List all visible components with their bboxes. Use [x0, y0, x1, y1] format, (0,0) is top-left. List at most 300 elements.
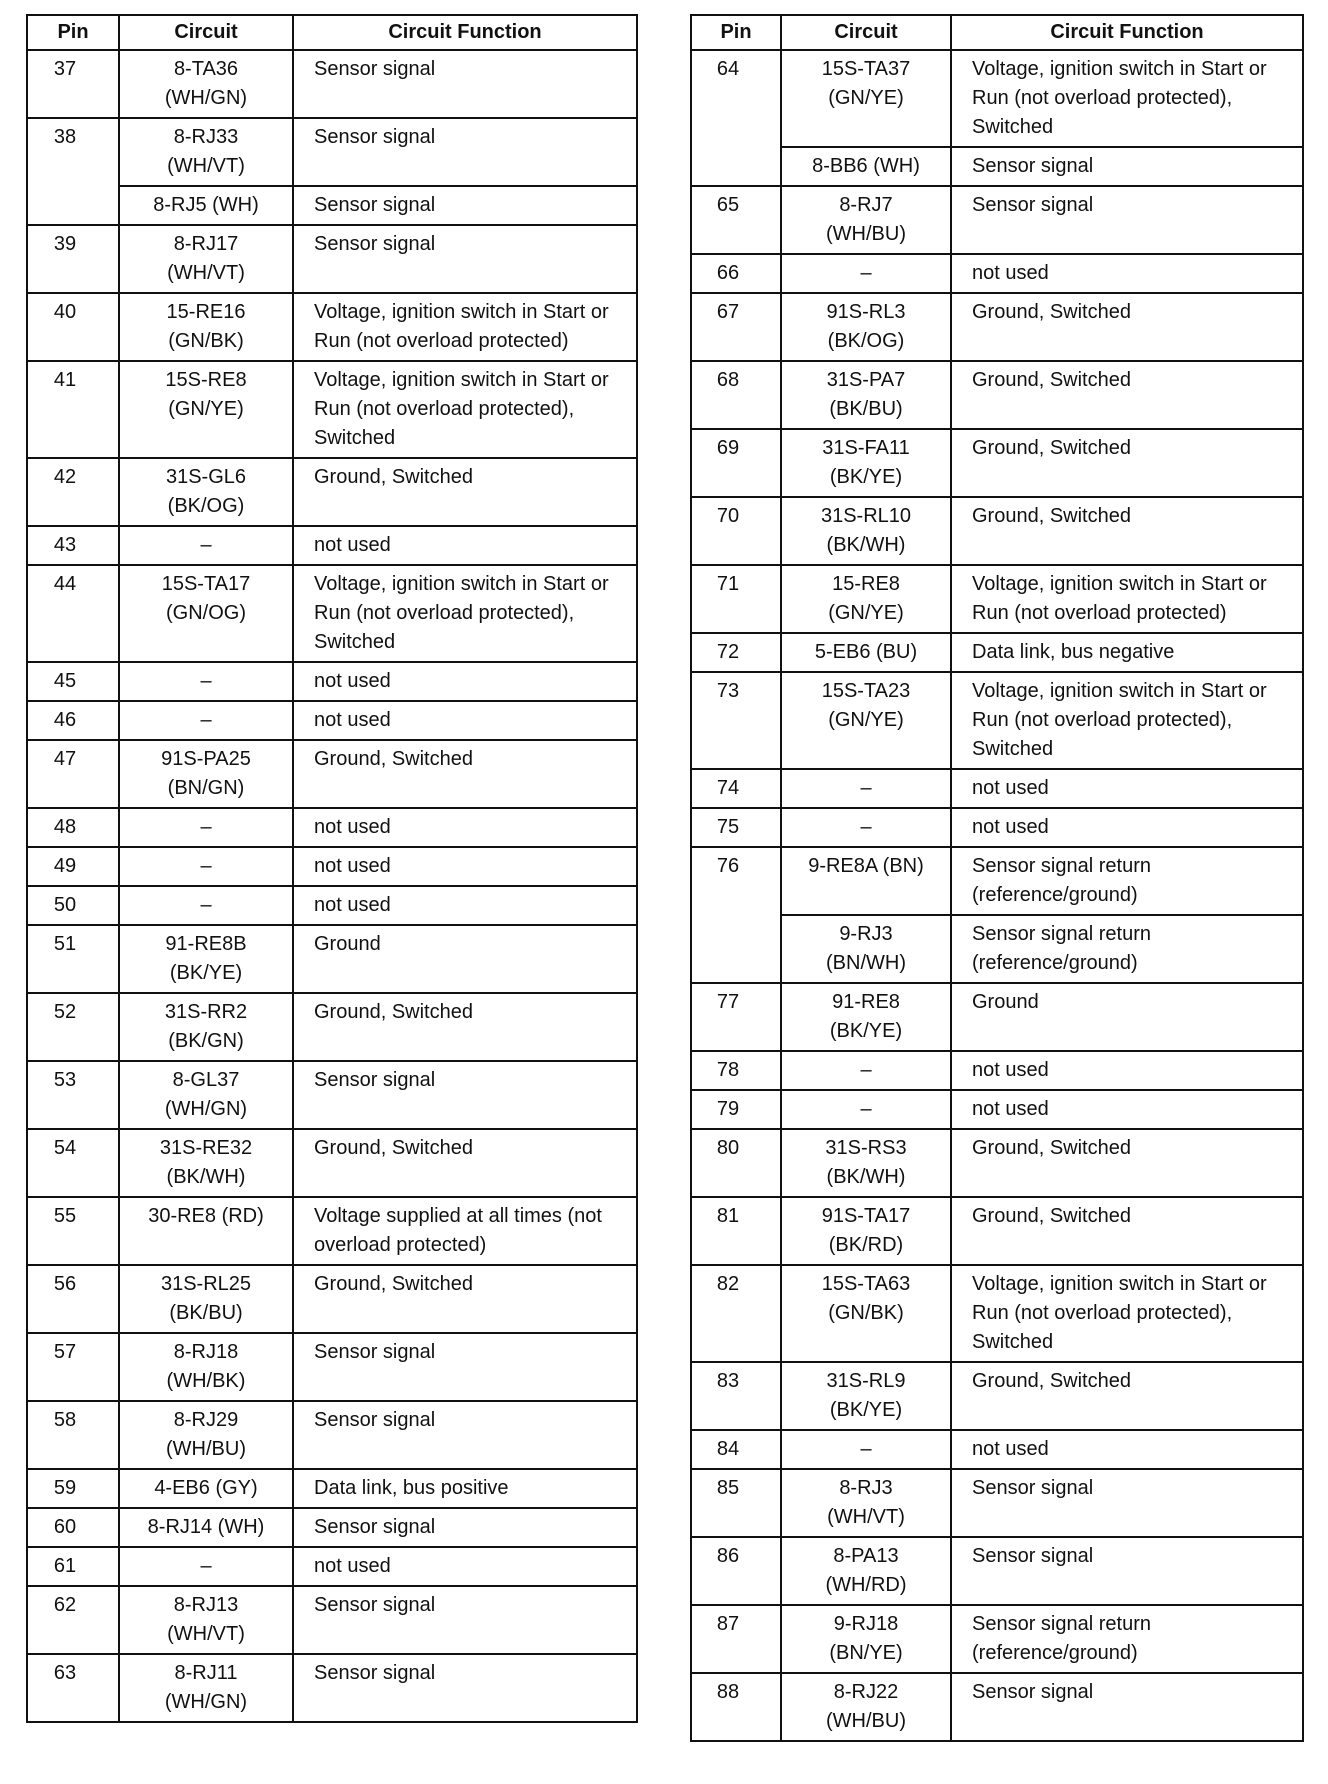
circuit-code: 8-RJ5 (WH): [153, 194, 259, 216]
pin-cell: 70: [691, 497, 781, 565]
table-row: [27, 1547, 637, 1586]
circuit-code: 31S-PA7: [826, 369, 906, 391]
header-circuit: Circuit: [781, 15, 951, 50]
function-cell: not used: [951, 1090, 1303, 1129]
wire-color: (WH/BK): [166, 1370, 246, 1392]
circuit-cell: [781, 361, 951, 429]
circuit-code: –: [200, 855, 212, 877]
table-row: [691, 1362, 1303, 1430]
circuit-code: 8-RJ18: [173, 1341, 239, 1363]
circuit-cell: [119, 1586, 293, 1654]
wire-color: (GN/YE): [168, 398, 244, 420]
circuit-cell: [119, 565, 293, 662]
circuit-code: 8-RJ7: [839, 194, 893, 216]
pin-cell: 62: [27, 1586, 119, 1654]
circuit-cell: [119, 1265, 293, 1333]
circuit-code: 91S-PA25: [161, 748, 251, 770]
table-row: [27, 1197, 637, 1265]
table-row: [27, 993, 637, 1061]
circuit-cell: [781, 1197, 951, 1265]
pin-cell: 41: [27, 361, 119, 458]
pin-cell: 59: [27, 1469, 119, 1508]
circuit-cell: [781, 1537, 951, 1605]
circuit-code: 31S-RR2: [164, 1001, 248, 1023]
function-cell: Voltage, ignition switch in Start or Run (not overload protected), Switched: [951, 1265, 1303, 1362]
circuit-cell: [119, 1197, 293, 1265]
pin-cell: 73: [691, 672, 781, 769]
circuit-code: 31S-RL25: [160, 1273, 252, 1295]
wire-color: (GN/YE): [828, 87, 904, 109]
circuit-cell: [119, 1547, 293, 1586]
table-row: [691, 769, 1303, 808]
circuit-cell: [781, 1605, 951, 1673]
wire-color: (GN/YE): [828, 709, 904, 731]
wire-color: (BK/OG): [827, 330, 905, 352]
circuit-code: 8-RJ14 (WH): [147, 1516, 265, 1538]
table-row: [27, 1654, 637, 1722]
pin-cell: 88: [691, 1673, 781, 1741]
wire-color: (WH/VT): [827, 1506, 905, 1528]
circuit-code: 31S-RL10: [820, 505, 912, 527]
function-cell: not used: [293, 526, 637, 565]
table-row: [691, 1673, 1303, 1741]
pin-cell: 38: [27, 118, 119, 225]
table-row: [691, 1051, 1303, 1090]
circuit-cell: [119, 1508, 293, 1547]
wire-color: (GN/YE): [828, 602, 904, 624]
function-cell: Sensor signal: [951, 1469, 1303, 1537]
table-row: [691, 429, 1303, 497]
circuit-cell: [119, 1333, 293, 1401]
pin-cell: 61: [27, 1547, 119, 1586]
circuit-cell: [781, 808, 951, 847]
header-function: Circuit Function: [293, 15, 637, 50]
circuit-cell: [781, 429, 951, 497]
wire-color: (BK/WH): [826, 534, 906, 556]
pin-cell: 43: [27, 526, 119, 565]
table-row: [27, 1469, 637, 1508]
table-row: [691, 147, 1303, 186]
pin-cell: 74: [691, 769, 781, 808]
table-row: [691, 1090, 1303, 1129]
function-cell: Ground, Switched: [951, 1129, 1303, 1197]
circuit-code: 9-RE8A (BN): [808, 855, 924, 877]
table-row: [27, 225, 637, 293]
table-row: [691, 1537, 1303, 1605]
circuit-code: 15S-TA63: [821, 1273, 911, 1295]
wire-color: (BK/RD): [828, 1234, 904, 1256]
table-row: [27, 886, 637, 925]
circuit-cell: [119, 361, 293, 458]
pin-cell: 69: [691, 429, 781, 497]
circuit-cell: [781, 1430, 951, 1469]
circuit-code: 91-RE8: [832, 991, 900, 1013]
function-cell: Voltage, ignition switch in Start or Run (not overload protected): [293, 293, 637, 361]
circuit-cell: [781, 633, 951, 672]
table-row: [691, 293, 1303, 361]
table-row: [691, 808, 1303, 847]
function-cell: Data link, bus negative: [951, 633, 1303, 672]
wire-color: (BK/WH): [166, 1166, 246, 1188]
function-cell: Sensor signal return (reference/ground): [951, 847, 1303, 915]
circuit-code: 15-RE8: [832, 573, 900, 595]
table-row: [691, 847, 1303, 915]
pin-cell: 68: [691, 361, 781, 429]
circuit-code: 8-RJ33: [173, 126, 239, 148]
wire-color: (BK/YE): [829, 1020, 903, 1042]
circuit-code: –: [200, 1555, 212, 1577]
pin-table-left: [26, 14, 638, 1723]
circuit-code: 31S-FA11: [822, 437, 910, 459]
header-pin: Pin: [691, 15, 781, 50]
table-row: [27, 740, 637, 808]
function-cell: Sensor signal: [293, 1061, 637, 1129]
pin-cell: 84: [691, 1430, 781, 1469]
circuit-code: 5-EB6 (BU): [814, 641, 918, 663]
function-cell: Ground, Switched: [293, 1129, 637, 1197]
function-cell: Sensor signal: [293, 50, 637, 118]
function-cell: Sensor signal: [293, 186, 637, 225]
table-row: [27, 50, 637, 118]
circuit-code: 31S-GL6: [165, 466, 247, 488]
circuit-code: –: [200, 709, 212, 731]
wire-color: (BK/GN): [168, 1030, 244, 1052]
function-cell: Ground, Switched: [951, 361, 1303, 429]
circuit-code: –: [200, 670, 212, 692]
wire-color: (WH/BU): [826, 223, 906, 245]
circuit-cell: [781, 1129, 951, 1197]
function-cell: not used: [293, 808, 637, 847]
circuit-cell: [119, 662, 293, 701]
function-cell: Ground, Switched: [293, 458, 637, 526]
header-row: [691, 15, 1303, 50]
header-circuit: Circuit: [119, 15, 293, 50]
circuit-cell: [119, 847, 293, 886]
circuit-cell: [119, 293, 293, 361]
wire-color: (WH/VT): [167, 155, 245, 177]
circuit-code: 31S-RL9: [826, 1370, 906, 1392]
circuit-cell: [119, 701, 293, 740]
pin-cell: 42: [27, 458, 119, 526]
wire-color: (BK/BU): [169, 1302, 243, 1324]
circuit-code: 4-EB6 (GY): [154, 1477, 258, 1499]
table-row: [27, 118, 637, 186]
table-row: [27, 1586, 637, 1654]
circuit-code: 30-RE8 (RD): [148, 1205, 264, 1227]
wire-color: (BN/YE): [829, 1642, 903, 1664]
circuit-code: 15S-TA17: [161, 573, 251, 595]
circuit-code: –: [200, 534, 212, 556]
function-cell: Sensor signal return (reference/ground): [951, 1605, 1303, 1673]
pin-cell: 64: [691, 50, 781, 186]
wire-color: (BK/WH): [826, 1166, 906, 1188]
table-row: [27, 925, 637, 993]
wire-color: (GN/BK): [168, 330, 244, 352]
table-row: [27, 808, 637, 847]
table-body: [27, 50, 637, 1722]
circuit-code: 91-RE8B: [165, 933, 247, 955]
pin-cell: 44: [27, 565, 119, 662]
function-cell: Sensor signal: [293, 1654, 637, 1722]
pin-table-right: [690, 14, 1304, 1742]
function-cell: Voltage, ignition switch in Start or Run (not overload protected): [951, 565, 1303, 633]
circuit-code: –: [860, 1438, 872, 1460]
pin-cell: 78: [691, 1051, 781, 1090]
function-cell: Sensor signal: [293, 225, 637, 293]
circuit-code: 31S-RS3: [825, 1137, 907, 1159]
table-row: [27, 458, 637, 526]
circuit-cell: [119, 186, 293, 225]
circuit-cell: [781, 672, 951, 769]
circuit-code: –: [200, 894, 212, 916]
circuit-cell: [781, 565, 951, 633]
circuit-cell: [119, 458, 293, 526]
circuit-code: –: [860, 1059, 872, 1081]
function-cell: Data link, bus positive: [293, 1469, 637, 1508]
circuit-code: 8-BB6 (WH): [812, 155, 920, 177]
circuit-code: 8-RJ22: [833, 1681, 899, 1703]
function-cell: Sensor signal: [293, 118, 637, 186]
table-row: [691, 497, 1303, 565]
circuit-cell: [119, 1129, 293, 1197]
function-cell: Sensor signal: [951, 147, 1303, 186]
pin-cell: 58: [27, 1401, 119, 1469]
pin-cell: 77: [691, 983, 781, 1051]
circuit-cell: [119, 1401, 293, 1469]
table-row: [27, 186, 637, 225]
circuit-code: 15S-RE8: [165, 369, 247, 391]
circuit-code: 91S-RL3: [826, 301, 906, 323]
function-cell: not used: [293, 1547, 637, 1586]
pin-cell: 48: [27, 808, 119, 847]
circuit-cell: [119, 886, 293, 925]
function-cell: Sensor signal: [951, 1537, 1303, 1605]
circuit-cell: [781, 1090, 951, 1129]
pin-cell: 51: [27, 925, 119, 993]
function-cell: Ground, Switched: [951, 429, 1303, 497]
circuit-code: –: [860, 1098, 872, 1120]
circuit-code: 15-RE16: [166, 301, 246, 323]
circuit-code: 31S-RE32: [159, 1137, 253, 1159]
pin-cell: 55: [27, 1197, 119, 1265]
pin-cell: 45: [27, 662, 119, 701]
circuit-cell: [781, 983, 951, 1051]
table-row: [691, 361, 1303, 429]
function-cell: not used: [951, 769, 1303, 808]
wire-color: (BK/BU): [829, 398, 903, 420]
function-cell: Sensor signal: [293, 1508, 637, 1547]
wire-color: (BK/YE): [169, 962, 243, 984]
function-cell: Ground, Switched: [293, 740, 637, 808]
circuit-code: –: [860, 816, 872, 838]
table-row: [27, 701, 637, 740]
circuit-cell: [119, 1061, 293, 1129]
circuit-cell: [781, 769, 951, 808]
circuit-cell: [119, 1469, 293, 1508]
table-row: [27, 662, 637, 701]
function-cell: Ground, Switched: [293, 993, 637, 1061]
table-row: [691, 254, 1303, 293]
function-cell: Ground, Switched: [951, 1197, 1303, 1265]
function-cell: Ground, Switched: [951, 497, 1303, 565]
pin-cell: 82: [691, 1265, 781, 1362]
circuit-code: 15S-TA23: [821, 680, 911, 702]
pin-cell: 83: [691, 1362, 781, 1430]
circuit-cell: [781, 147, 951, 186]
circuit-code: 8-RJ3: [839, 1477, 893, 1499]
circuit-cell: [119, 50, 293, 118]
table-row: [27, 847, 637, 886]
function-cell: not used: [951, 1051, 1303, 1090]
pin-cell: 49: [27, 847, 119, 886]
circuit-cell: [781, 50, 951, 147]
function-cell: Ground, Switched: [293, 1265, 637, 1333]
function-cell: Voltage, ignition switch in Start or Run (not overload protected), Switched: [951, 50, 1303, 147]
wire-color: (BK/YE): [829, 466, 903, 488]
function-cell: not used: [293, 886, 637, 925]
pin-cell: 60: [27, 1508, 119, 1547]
pin-cell: 66: [691, 254, 781, 293]
circuit-cell: [119, 225, 293, 293]
circuit-cell: [781, 1362, 951, 1430]
table-row: [27, 1129, 637, 1197]
function-cell: Sensor signal: [951, 1673, 1303, 1741]
circuit-code: 8-PA13: [833, 1545, 899, 1567]
circuit-cell: [119, 526, 293, 565]
wire-color: (WH/BU): [166, 1438, 246, 1460]
circuit-code: 8-RJ29: [173, 1409, 239, 1431]
circuit-code: 15S-TA37: [821, 58, 911, 80]
circuit-code: 8-GL37: [172, 1069, 240, 1091]
pin-cell: 87: [691, 1605, 781, 1673]
function-cell: not used: [951, 1430, 1303, 1469]
circuit-cell: [119, 925, 293, 993]
pin-cell: 50: [27, 886, 119, 925]
table-row: [691, 672, 1303, 769]
pin-cell: 76: [691, 847, 781, 983]
pin-cell: 86: [691, 1537, 781, 1605]
wire-color: (WH/VT): [167, 262, 245, 284]
wire-color: (BK/YE): [829, 1399, 903, 1421]
pin-cell: 52: [27, 993, 119, 1061]
pin-cell: 72: [691, 633, 781, 672]
function-cell: Sensor signal: [293, 1586, 637, 1654]
circuit-cell: [781, 497, 951, 565]
table-row: [691, 1605, 1303, 1673]
circuit-cell: [781, 1469, 951, 1537]
function-cell: not used: [293, 701, 637, 740]
function-cell: Voltage, ignition switch in Start or Run (not overload protected), Switched: [293, 361, 637, 458]
circuit-code: 91S-TA17: [821, 1205, 911, 1227]
circuit-cell: [781, 847, 951, 915]
pin-cell: 56: [27, 1265, 119, 1333]
function-cell: Ground, Switched: [951, 293, 1303, 361]
circuit-code: 9-RJ3: [839, 923, 893, 945]
circuit-cell: [119, 993, 293, 1061]
pin-cell: 54: [27, 1129, 119, 1197]
table-row: [691, 565, 1303, 633]
pin-cell: 40: [27, 293, 119, 361]
wire-color: (BN/GN): [167, 777, 245, 799]
circuit-cell: [781, 186, 951, 254]
table-row: [27, 293, 637, 361]
table-body: [691, 50, 1303, 1741]
table-row: [27, 1061, 637, 1129]
header-row: [27, 15, 637, 50]
wire-color: (BN/WH): [826, 952, 906, 974]
pin-cell: 80: [691, 1129, 781, 1197]
pin-cell: 85: [691, 1469, 781, 1537]
function-cell: not used: [293, 847, 637, 886]
wire-color: (GN/OG): [166, 602, 246, 624]
circuit-cell: [781, 293, 951, 361]
circuit-cell: [781, 915, 951, 983]
pin-cell: 67: [691, 293, 781, 361]
table-row: [691, 983, 1303, 1051]
pin-cell: 39: [27, 225, 119, 293]
table-row: [27, 1333, 637, 1401]
function-cell: Sensor signal return (reference/ground): [951, 915, 1303, 983]
pin-cell: 79: [691, 1090, 781, 1129]
table-row: [691, 915, 1303, 983]
function-cell: Voltage supplied at all times (not overload protected): [293, 1197, 637, 1265]
function-cell: Ground, Switched: [951, 1362, 1303, 1430]
circuit-cell: [119, 808, 293, 847]
pin-cell: 63: [27, 1654, 119, 1722]
circuit-cell: [781, 1265, 951, 1362]
header-function: Circuit Function: [951, 15, 1303, 50]
pin-cell: 71: [691, 565, 781, 633]
function-cell: not used: [951, 254, 1303, 293]
function-cell: not used: [951, 808, 1303, 847]
table-row: [691, 633, 1303, 672]
table-row: [27, 361, 637, 458]
table-row: [691, 50, 1303, 147]
wire-color: (WH/GN): [164, 1098, 248, 1120]
pin-cell: 65: [691, 186, 781, 254]
function-cell: Voltage, ignition switch in Start or Run (not overload protected), Switched: [951, 672, 1303, 769]
function-cell: Sensor signal: [293, 1333, 637, 1401]
wire-color: (WH/BU): [826, 1710, 906, 1732]
table-row: [27, 1265, 637, 1333]
table-row: [691, 1469, 1303, 1537]
circuit-cell: [781, 1673, 951, 1741]
circuit-cell: [119, 118, 293, 186]
pin-cell: 46: [27, 701, 119, 740]
function-cell: Voltage, ignition switch in Start or Run (not overload protected), Switched: [293, 565, 637, 662]
table-row: [691, 1265, 1303, 1362]
function-cell: Sensor signal: [293, 1401, 637, 1469]
pin-cell: 75: [691, 808, 781, 847]
pin-cell: 81: [691, 1197, 781, 1265]
table-row: [27, 526, 637, 565]
circuit-cell: [781, 254, 951, 293]
function-cell: Sensor signal: [951, 186, 1303, 254]
circuit-code: 9-RJ18: [833, 1613, 899, 1635]
function-cell: Ground: [951, 983, 1303, 1051]
wire-color: (WH/GN): [164, 1691, 248, 1713]
table-row: [27, 1401, 637, 1469]
function-cell: not used: [293, 662, 637, 701]
pin-cell: 57: [27, 1333, 119, 1401]
wire-color: (GN/BK): [828, 1302, 904, 1324]
circuit-code: 8-RJ13: [173, 1594, 239, 1616]
wire-color: (WH/RD): [825, 1574, 907, 1596]
circuit-cell: [119, 740, 293, 808]
table-row: [27, 1508, 637, 1547]
table-row: [691, 186, 1303, 254]
circuit-code: 8-RJ17: [173, 233, 239, 255]
